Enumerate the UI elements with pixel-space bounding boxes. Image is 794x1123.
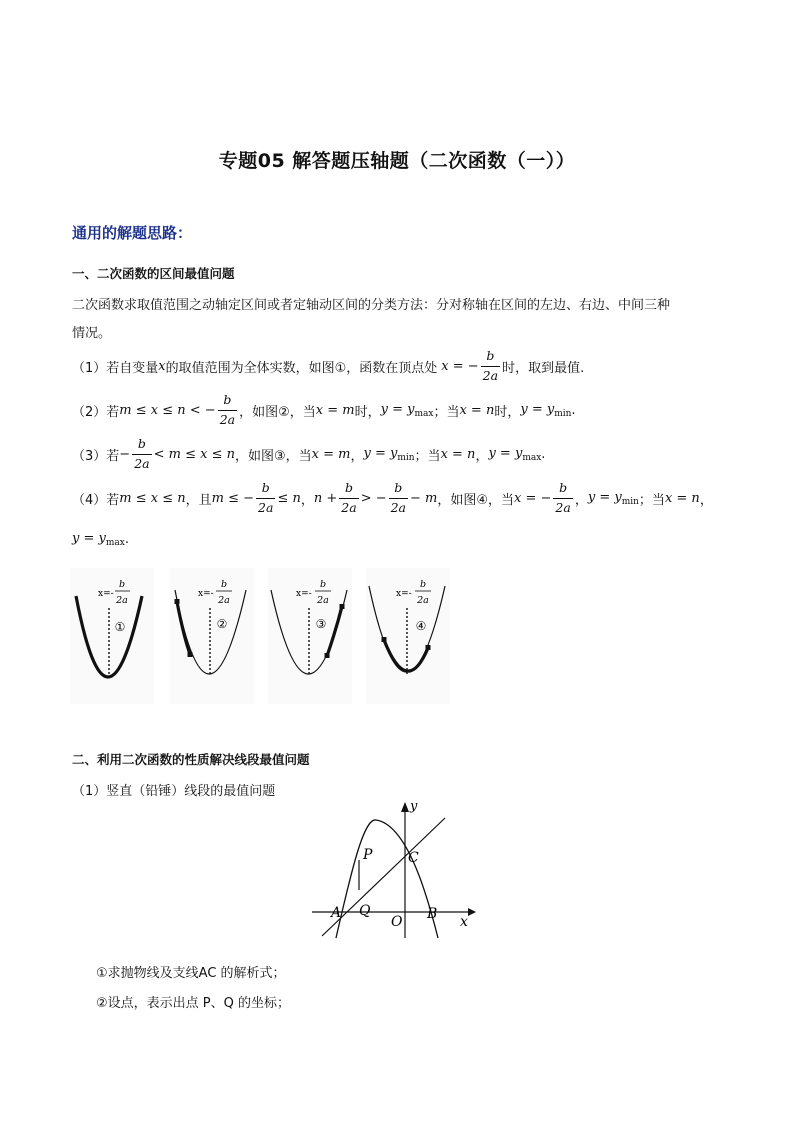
case3-end: . xyxy=(541,446,546,462)
case4-fraction-3 xyxy=(389,482,408,514)
axis-label: x=- xyxy=(198,589,214,599)
case3-eq1: x = m xyxy=(311,446,351,462)
axis-label: x=- xyxy=(396,589,412,599)
case3-mid3: ；当 xyxy=(414,448,441,464)
fraction-numerator: b xyxy=(137,436,146,451)
section-heading: 通用的解题思路： xyxy=(72,224,193,242)
case3-sep: ， xyxy=(350,448,364,464)
case4-line2 xyxy=(72,531,129,548)
label-b: B xyxy=(427,906,438,922)
figure-marker-3: ③ xyxy=(315,617,327,631)
case3-prefix: （3）若 xyxy=(72,448,120,464)
case3-cond: < m ≤ x ≤ n xyxy=(153,446,235,462)
case4-fraction-4 xyxy=(553,482,572,514)
case4-sep3: ， xyxy=(699,492,713,508)
case4-eq2: x = n xyxy=(664,490,700,506)
part2-step1: ①求抛物线及支线AC 的解析式； xyxy=(96,966,286,981)
part1-heading: 一、二次函数的区间最值问题 xyxy=(72,266,235,281)
case4-mid1: ，且 xyxy=(185,492,212,508)
axis-label-numerator: b xyxy=(220,579,228,590)
case2-mid4: 时， xyxy=(494,404,521,420)
case2-mid1: ，如图②，当 xyxy=(239,404,316,420)
y-axis-arrow xyxy=(401,802,409,812)
interval-endpoint xyxy=(188,652,193,657)
axis-label-numerator: b xyxy=(419,579,427,590)
fraction-denominator: 2a xyxy=(134,455,150,471)
fraction-numerator: b xyxy=(344,480,353,495)
case2-cond: m ≤ x ≤ n < − xyxy=(119,402,216,418)
fraction-denominator: 2a xyxy=(258,499,274,515)
case2-eq2: x = n xyxy=(459,402,495,418)
fraction-denominator: 2a xyxy=(341,499,357,515)
fraction-denominator: 2a xyxy=(482,367,499,383)
axis-label: x=- xyxy=(296,589,312,599)
interval-endpoint xyxy=(340,604,345,609)
parabola-curve xyxy=(336,820,438,938)
case1-suffix: 时，取到最值. xyxy=(502,360,585,376)
axis-label-numerator: b xyxy=(319,579,327,590)
interval-endpoint xyxy=(426,645,431,650)
case4-fraction-2 xyxy=(339,482,358,514)
label-o: O xyxy=(391,914,403,930)
case2-end: . xyxy=(571,402,576,418)
case4-eq1: x = − xyxy=(514,490,552,506)
case3-sep2: ， xyxy=(475,448,489,464)
case4-sep2: ， xyxy=(574,492,588,508)
case4-cond2a: m ≤ − xyxy=(211,490,255,506)
case2-mid3: ；当 xyxy=(433,404,460,420)
case2-fraction xyxy=(218,394,237,426)
axis-label-denominator: 2a xyxy=(417,595,429,606)
parabola-figure-3 xyxy=(268,568,352,704)
case2-res2: $y = y_{min}$ xyxy=(520,401,572,419)
case4-mid3: ；当 xyxy=(638,492,665,508)
case2-prefix: （2）若 xyxy=(72,404,120,420)
parabola-figure-1 xyxy=(70,568,154,704)
fraction-numerator: b xyxy=(559,480,568,495)
case1-var: x xyxy=(158,358,166,374)
case1-fraction xyxy=(481,350,500,382)
case2-line xyxy=(72,394,576,426)
part2-sub1: （1）竖直（铅锤）线段的最值问题 xyxy=(72,784,276,799)
label-c: C xyxy=(408,850,419,866)
case3-line xyxy=(72,438,545,470)
coordinate-graph xyxy=(310,798,490,940)
axis-label-numerator: b xyxy=(118,579,126,590)
case4-cond3b: > − xyxy=(360,490,387,506)
label-y: y xyxy=(410,799,418,814)
x-axis-arrow xyxy=(468,908,476,916)
interval-endpoint xyxy=(382,637,387,642)
label-x: x xyxy=(460,914,468,930)
interval-endpoint xyxy=(175,599,180,604)
fraction-numerator: b xyxy=(261,480,270,495)
part1-intro-line2: 情况。 xyxy=(72,326,112,341)
axis-label-denominator: 2a xyxy=(317,595,329,606)
case4-res1: $y = y_{min}$ xyxy=(587,489,639,507)
part2-step2: ②设点，表示出点 P、Q 的坐标； xyxy=(96,996,290,1011)
label-p: P xyxy=(363,847,373,863)
fraction-numerator: b xyxy=(394,480,403,495)
axis-label-denominator: 2a xyxy=(116,595,128,606)
figure-marker-2: ② xyxy=(216,617,228,631)
case1-line xyxy=(72,350,584,382)
parabola-figure-2 xyxy=(170,568,254,704)
part2-heading: 二、利用二次函数的性质解决线段最值问题 xyxy=(72,752,310,767)
case4-line2-end: . xyxy=(124,532,129,547)
case3-res1: $y = y_{min}$ xyxy=(363,445,415,463)
fraction-numerator: b xyxy=(223,392,232,407)
case1-eq: x = − xyxy=(441,358,479,374)
parabola-figures xyxy=(70,568,450,708)
case1-mid: 的取值范围为全体实数，如图①，函数在顶点处 xyxy=(165,360,438,376)
parabola-figure-4 xyxy=(366,568,450,704)
case4-fraction-1 xyxy=(256,482,275,514)
case4-mid2: ，如图④，当 xyxy=(437,492,515,508)
fraction-denominator: 2a xyxy=(390,499,407,515)
fraction-numerator: b xyxy=(486,348,495,363)
case4-cond2b: ≤ n xyxy=(277,490,301,506)
case3-res2: $y = y_{max}$ xyxy=(488,445,542,463)
axis-label: x=- xyxy=(98,589,114,599)
case2-mid2: 时， xyxy=(354,404,381,420)
case3-mid1: ，如图③，当 xyxy=(234,448,312,464)
fraction-denominator: 2a xyxy=(555,499,571,515)
label-a: A xyxy=(331,905,342,921)
case4-line xyxy=(72,482,713,514)
case4-line2-res: $y = y_{max}$ xyxy=(72,531,125,548)
case4-sep: ， xyxy=(300,492,314,508)
interval-endpoint xyxy=(325,653,330,658)
case3-eq2: x = n xyxy=(440,446,476,462)
part1-intro-line1: 二次函数求取值范围之动轴定区间或者定轴动区间的分类方法：分对称轴在区间的左边、右边、中间三种 xyxy=(72,298,671,313)
figure-marker-4: ④ xyxy=(415,619,427,633)
figure-marker-1: ① xyxy=(114,620,126,634)
case4-cond3a: n + xyxy=(313,490,338,506)
case1-prefix: （1）若自变量 xyxy=(72,360,159,376)
case2-res1: $y = y_{max}$ xyxy=(380,401,434,419)
fraction-denominator: 2a xyxy=(219,411,236,427)
case3-neg: − xyxy=(119,446,131,462)
case4-cond1: m ≤ x ≤ n xyxy=(119,490,186,506)
case3-fraction xyxy=(132,438,151,470)
case2-eq1: x = m xyxy=(315,402,355,418)
label-q: Q xyxy=(359,903,371,919)
page-title: 专题05 解答题压轴题（二次函数（一）） xyxy=(218,150,576,172)
axis-label-denominator: 2a xyxy=(218,595,230,606)
case4-prefix: （4）若 xyxy=(72,492,120,508)
case4-cond3c: − m xyxy=(410,490,438,506)
